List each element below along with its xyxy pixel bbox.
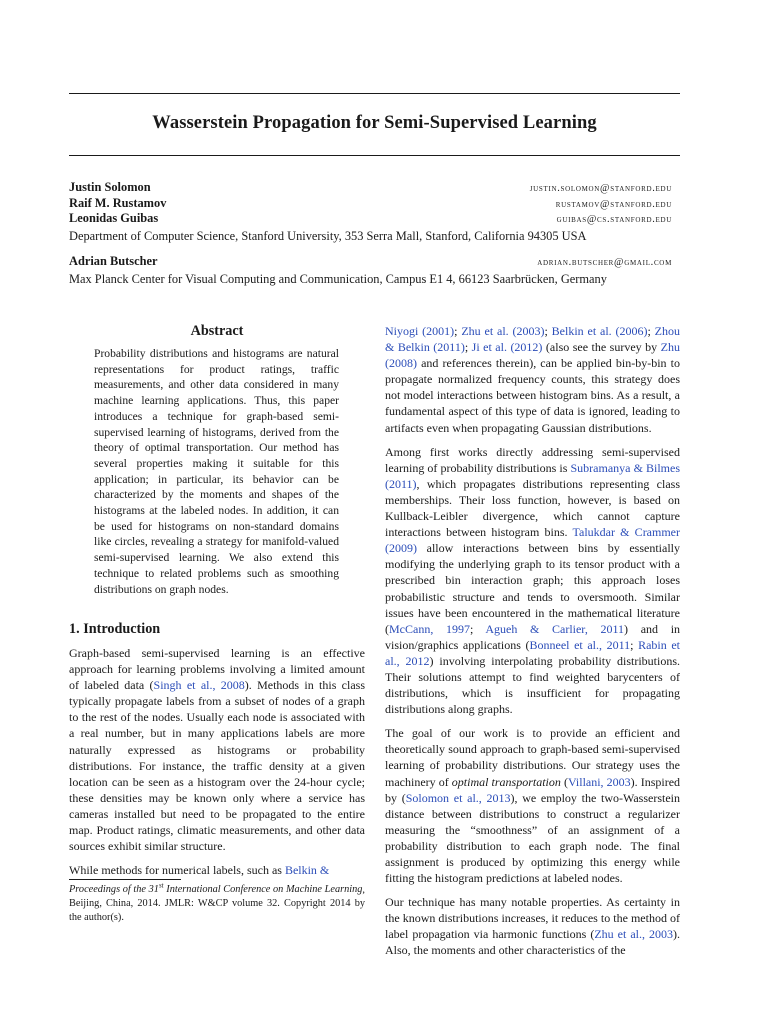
citation-link[interactable]: Singh et al., 2008 xyxy=(153,678,245,693)
citation-link[interactable]: Zhu et al., 2003 xyxy=(594,927,673,942)
text: , Beijing, China, 2014. JMLR: W&CP volume 32. Copyright 2014 by the author(s). xyxy=(69,884,365,924)
emphasis: optimal transportation xyxy=(451,774,561,789)
text: ; xyxy=(544,324,552,338)
citation-link[interactable]: Rabin et al., 2012 xyxy=(385,637,680,668)
venue-title xyxy=(69,884,362,895)
citation-link[interactable]: Belkin & xyxy=(284,863,330,878)
citation-link[interactable]: Belkin et al. (2006) xyxy=(551,324,648,338)
text: and references therein), can be applied bin-by-bin to propagate normalized frequency counts, this strategy does not model interactions between histogram bins. As a result, a fundamental aspect of this type of data is ignored, leading to artifacts even when propagating Gaussian distributions. xyxy=(385,356,680,435)
text: While methods for numerical labels, such as xyxy=(69,863,285,878)
citation-link[interactable]: Talukdar & Crammer (2009) xyxy=(385,525,680,556)
text: ( xyxy=(560,774,568,789)
text: International Conference on Machine Learning xyxy=(163,884,363,896)
author-block-stanford xyxy=(69,180,672,244)
paragraph xyxy=(385,894,680,958)
text: ) involving interpolating probability distributions. Their solutions attempt to find weighted barycenters of distributions, which is insufficient for propagating distributions along graphs. xyxy=(385,653,680,717)
citation-link[interactable]: Zhu (2008) xyxy=(385,340,680,371)
text: The goal of our work is to provide an efficient and theoretically sound approach to graph-based semi-supervised learning of probability distributions. Our strategy uses the machinery of xyxy=(385,726,680,789)
citation-link[interactable]: Agueh & Carlier, 2011 xyxy=(485,621,625,636)
text: , which propagates distributions representing class memberships. Their loss function, however, is based on Kullback-Leibler divergence, which cannot capture interactions between histogram bins. xyxy=(385,476,680,540)
author-name: Raif M. Rustamov xyxy=(69,195,167,210)
citation-link[interactable]: Zhou & Belkin (2011) xyxy=(385,324,680,355)
citation-link[interactable]: Niyogi (2001) xyxy=(385,324,455,338)
introduction-heading: 1. Introduction xyxy=(69,621,161,637)
text: ; xyxy=(630,637,639,652)
text: Our technique has many notable properties. As certainty in the known distributions increases, it reduces to the method of label propagation via harmonic functions ( xyxy=(385,895,680,942)
abstract-heading: Abstract xyxy=(190,323,244,339)
text: ; xyxy=(454,324,462,338)
author-email[interactable]: justin.solomon@stanford.edu xyxy=(529,183,672,194)
paper-title: Wasserstein Propagation for Semi-Supervised Learning xyxy=(152,113,597,133)
paragraph xyxy=(69,645,365,854)
text: ) and in vision/graphics applications ( xyxy=(385,621,681,652)
author-name: Adrian Butscher xyxy=(69,254,158,268)
citation-link[interactable]: Villani, 2003 xyxy=(567,774,631,789)
affiliation-stanford: Department of Computer Science, Stanford University, 353 Serra Mall, Stanford, California 94305 USA xyxy=(69,228,587,243)
right-column-body xyxy=(385,323,680,967)
citation-link[interactable]: Ji et al. (2012) xyxy=(471,340,543,355)
author-row xyxy=(69,196,672,212)
text: ), we employ the two-Wasserstein distance between distributions to construct a regularizer measuring the “smoothness” of an assignment of a probability distribution to each graph node. The final assignment is produced by optimizing this energy while fitting the histogram predictions at labeled nodes. xyxy=(385,790,681,886)
citation-link[interactable]: Solomon et al., 2013 xyxy=(405,790,511,805)
citation-link[interactable]: Bonneel et al., 2011 xyxy=(529,637,631,652)
affiliation-mpi: Max Planck Center for Visual Computing and Communication, Campus E1 4, 66123 Saarbrücken, Germany xyxy=(69,271,607,286)
footnote xyxy=(69,880,365,925)
introduction-body xyxy=(69,645,365,886)
abstract-text: Probability distributions and histograms are natural representations for product ratings, traffic measurements, and other data considered in many machine learning applications. Thus, this paper introduces a technique for graph-based semi-supervised learning of histograms, derived from the theory of optimal transportation. Our method has several properties making it suitable for this application; in particular, its behavior can be characterized by the moments and shapes of the histograms at the labeled nodes. In addition, it can be used for histograms on non-standard domains like circles, revealing a strategy for manifold-valued semi-supervised learning. We also extend this technique to related problems such as smoothing distributions on graph nodes. xyxy=(94,347,339,596)
text: Among first works directly addressing semi-supervised learning of probability distributions is xyxy=(385,444,680,475)
text: ; xyxy=(464,340,472,355)
superscript: st xyxy=(158,882,164,890)
text: (also see the survey by xyxy=(542,340,661,355)
text: ; xyxy=(647,324,655,338)
text: Proceedings of the 31 xyxy=(69,884,159,896)
author-row xyxy=(69,180,672,196)
author-name: Leonidas Guibas xyxy=(69,211,159,226)
citation-link[interactable]: Subramanya & Bilmes (2011) xyxy=(385,460,680,491)
author-row xyxy=(69,254,672,270)
text: Graph-based semi-supervised learning is an effective approach for learning problems involving a limited amount of labeled data ( xyxy=(69,646,365,693)
author-block-mpi xyxy=(69,254,672,287)
paragraph xyxy=(385,444,680,718)
author-email[interactable]: guibas@cs.stanford.edu xyxy=(556,214,672,226)
paragraph xyxy=(69,862,365,878)
paragraph xyxy=(385,725,680,886)
author-name: Justin Solomon xyxy=(69,180,151,194)
paragraph xyxy=(385,323,680,436)
top-rule xyxy=(69,93,680,94)
text: ). Methods in this class typically propagate labels from a subset of nodes of a graph to the rest of the nodes. Usually each node is associated with a real number, but in many applications labels are more naturally expressed as histograms or probability distributions. For instance, the traffic density at a given location can be seen as a histogram over the 24-hour cycle; these densities may be known only where a service has cameras installed but need to be propagated to the entire map. Product ratings, climatic measurements, and other data sources exhibit similar structure. xyxy=(69,678,366,854)
author-email[interactable]: rustamov@stanford.edu xyxy=(555,198,672,210)
citation-link[interactable]: Zhu et al. (2003) xyxy=(461,324,545,338)
text: allow interactions between bins by essentially modifying the underlying graph to its tensor product with a prescribed bin interaction graph; this approach loses probabilistic structure and tends to oversmooth. Similar issues have been encountered in the mathematical literature ( xyxy=(385,541,680,636)
text: ; xyxy=(470,621,486,636)
text: ). Inspired by ( xyxy=(385,774,681,805)
title-rule xyxy=(69,155,680,156)
text: ). Also, the moments and other characteristics of the xyxy=(385,927,680,958)
author-row xyxy=(69,211,672,227)
author-email[interactable]: adrian.butscher@gmail.com xyxy=(537,257,672,268)
citation-link[interactable]: McCann, 1997 xyxy=(389,621,470,636)
